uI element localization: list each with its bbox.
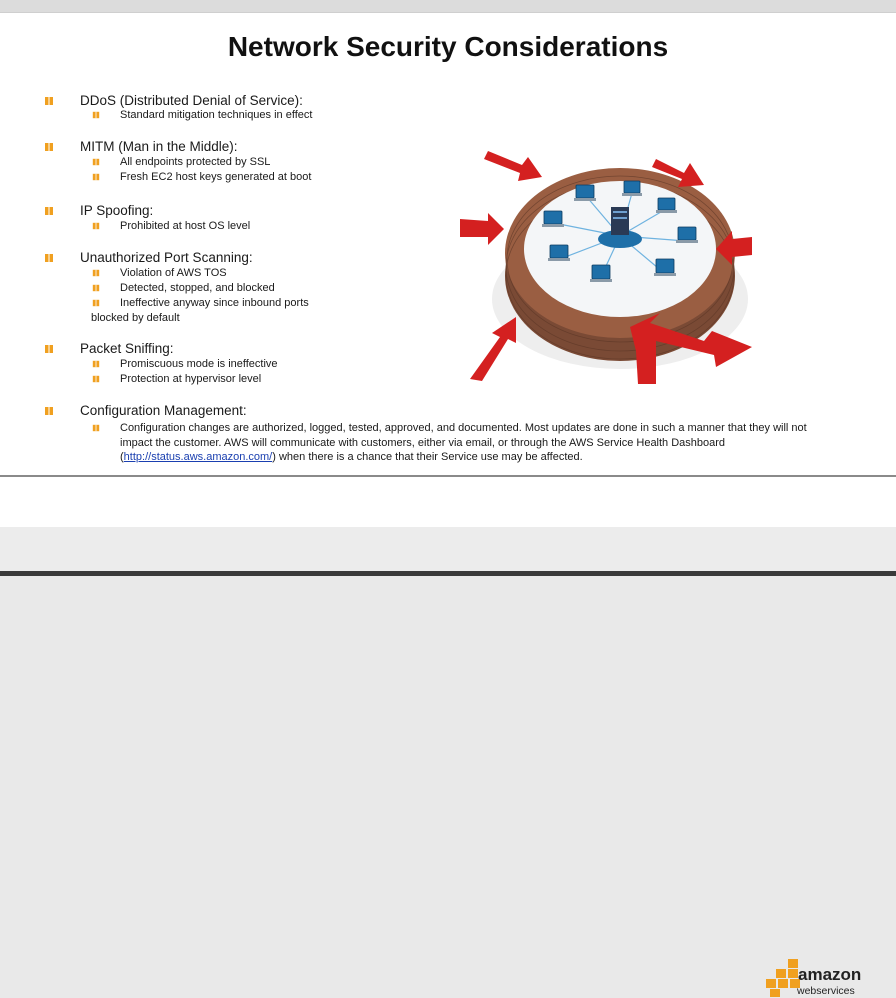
- sub-bullet-icon: [92, 299, 100, 307]
- section-heading-port-scanning: Unauthorized Port Scanning:: [80, 250, 253, 265]
- slide: [0, 13, 896, 475]
- sub-bullet-icon: [92, 360, 100, 368]
- section-heading-config-management: Configuration Management:: [80, 403, 247, 418]
- window-top-bar: [0, 0, 896, 13]
- bullet-cube-icon: [44, 142, 54, 152]
- presentation-bottom-area: [0, 527, 896, 576]
- bottom-dark-strip: [0, 571, 896, 576]
- slide-footer: [0, 477, 896, 997]
- section-heading-ip-spoofing: IP Spoofing:: [80, 203, 154, 218]
- bullet-cube-icon: [44, 344, 54, 354]
- sub-bullet-icon: [92, 424, 100, 432]
- sub-bullet-icon: [92, 158, 100, 166]
- aws-status-link[interactable]: http://status.aws.amazon.com/: [123, 451, 273, 463]
- port-scanning-item-1: Violation of AWS TOS: [120, 267, 227, 279]
- port-scanning-item-3: Ineffective anyway since inbound ports: [120, 297, 309, 309]
- sub-bullet-icon: [92, 269, 100, 277]
- mitm-item-2: Fresh EC2 host keys generated at boot: [120, 171, 312, 183]
- sub-bullet-icon: [92, 284, 100, 292]
- svg-text:amazon: amazon: [798, 965, 862, 984]
- config-management-text: Configuration changes are authorized, logged, tested, approved, and documented. Most updates are done in such a manner that they will not impact the customer. AWS will communicate with customers, either via email, or through the AWS Service Health Dashboard (http://status.aws.amazon.com/) when there is a chance that their Service use may be affected.: [120, 422, 807, 463]
- bullet-cube-icon: [44, 406, 54, 416]
- bullet-cube-icon: [44, 253, 54, 263]
- sub-bullet-icon: [92, 173, 100, 181]
- slide-title: Network Security Considerations: [227, 31, 669, 62]
- packet-sniffing-item-2: Protection at hypervisor level: [120, 373, 262, 385]
- svg-text:webservices: webservices: [797, 985, 855, 997]
- section-heading-packet-sniffing: Packet Sniffing:: [80, 341, 174, 356]
- port-scanning-item-3-continuation: blocked by default: [91, 312, 180, 324]
- section-heading-ddos: DDoS (Distributed Denial of Service):: [80, 93, 303, 108]
- sub-bullet-icon: [92, 375, 100, 383]
- sub-bullet-icon: [92, 111, 100, 119]
- packet-sniffing-item-1: Promiscuous mode is ineffective: [120, 358, 278, 370]
- port-scanning-item-2: Detected, stopped, and blocked: [120, 282, 275, 294]
- mitm-item-1: All endpoints protected by SSL: [120, 156, 271, 168]
- firewall-illustration: [460, 141, 772, 384]
- section-heading-mitm: MITM (Man in the Middle):: [80, 139, 238, 154]
- ip-spoofing-item-1: Prohibited at host OS level: [120, 220, 251, 232]
- aws-logo: [766, 958, 870, 998]
- ddos-item-1: Standard mitigation techniques in effect: [120, 109, 313, 121]
- sub-bullet-icon: [92, 222, 100, 230]
- bullet-cube-icon: [44, 96, 54, 106]
- bullet-cube-icon: [44, 206, 54, 216]
